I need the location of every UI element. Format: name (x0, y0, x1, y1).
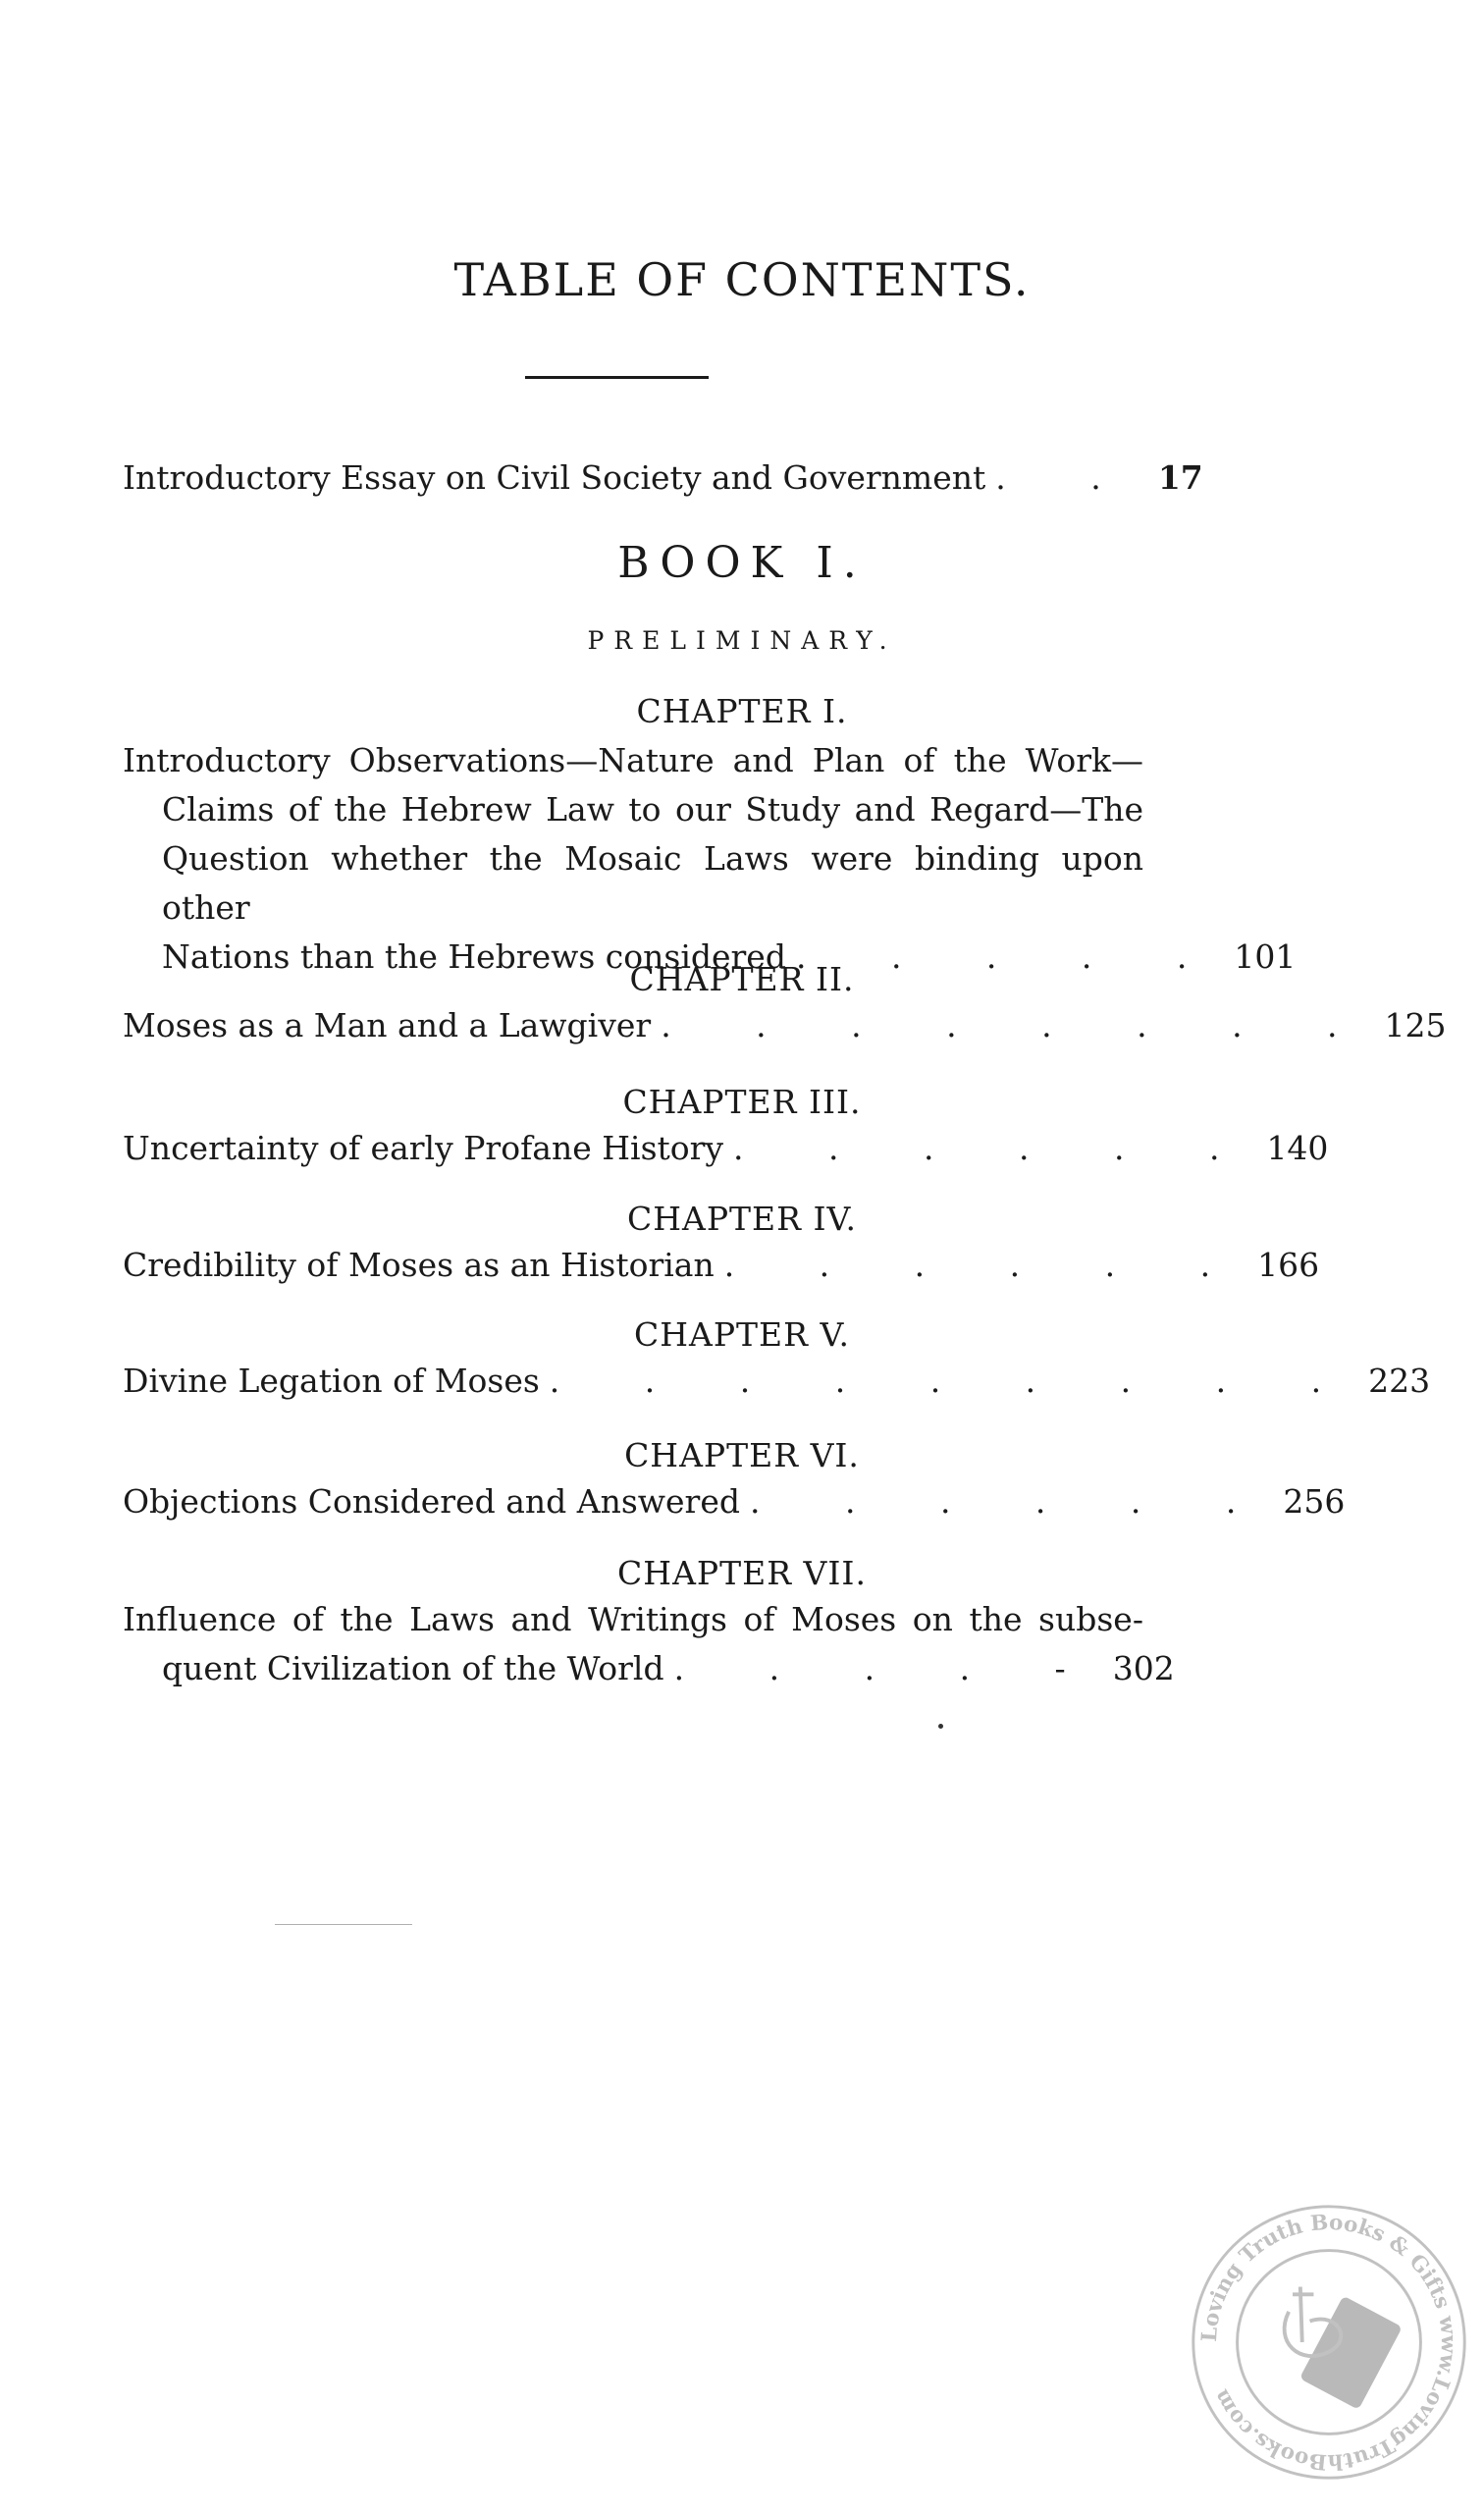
toc-entry-chapter-4[interactable] (123, 1241, 1320, 1290)
stamp-ring-text: Loving Truth Books & Gifts www.LovingTruthBooks.com (1196, 2210, 1460, 2475)
ink-speck (275, 1924, 412, 1925)
entry-title: Objections Considered and Answered (123, 1482, 740, 1521)
toc-entry-chapter-1[interactable] (123, 736, 1297, 982)
entry-title: Uncertainty of early Profane History (123, 1129, 724, 1167)
entry-line: Claims of the Hebrew Law to our Study and Regard—The (162, 790, 1143, 829)
entry-line: Introductory Observations—Nature and Plan of the Work— (123, 741, 1143, 779)
page-number: 256 (1283, 1482, 1346, 1521)
dot-leader: . . . . . . (733, 1129, 1257, 1167)
page-number: 140 (1266, 1129, 1329, 1167)
page-title: TABLE OF CONTENTS. (453, 253, 1031, 306)
chapter-heading: CHAPTER III. (622, 1083, 862, 1121)
page-number: 302 (1112, 1649, 1175, 1687)
chapter-heading: CHAPTER IV. (626, 1200, 858, 1238)
entry-line: Question whether the Mosaic Laws were binding upon other (162, 839, 1143, 927)
toc-entry-chapter-7[interactable] (123, 1595, 1175, 1693)
entry-title: Introductory Essay on Civil Society and Government (123, 458, 986, 497)
chapter-heading: CHAPTER V. (633, 1315, 851, 1354)
dot-leader: . . . . . (795, 937, 1225, 976)
book-heading: BOOK I. (617, 538, 867, 588)
toc-entry-chapter-5[interactable] (123, 1357, 1431, 1406)
toc-entry-chapter-3[interactable] (123, 1124, 1329, 1173)
toc-entry-chapter-2[interactable] (123, 1001, 1447, 1050)
chapter-heading: CHAPTER VI. (624, 1436, 860, 1474)
title-rule (525, 376, 709, 379)
toc-entry-chapter-6[interactable] (123, 1477, 1346, 1526)
entry-line: Influence of the Laws and Writings of Moses on the subse- (123, 1600, 1143, 1638)
page-number: 17 (1157, 458, 1203, 497)
dot-leader: . . . . . . (749, 1482, 1274, 1521)
chapter-heading: CHAPTER II. (629, 960, 855, 998)
bible-stamp-icon (1285, 2287, 1403, 2410)
page-number: 223 (1368, 1362, 1431, 1400)
dot-leader: . . . . . . . . (661, 1006, 1375, 1044)
entry-title: quent Civilization of the World (162, 1649, 664, 1687)
dot-leader: . . . . . . . . . (549, 1362, 1359, 1400)
toc-entry-intro[interactable] (123, 454, 1203, 503)
entry-title: Moses as a Man and a Lawgiver (123, 1006, 652, 1044)
dot-leader: . . . . . . (723, 1246, 1248, 1284)
entry-title: Credibility of Moses as an Historian (123, 1246, 715, 1284)
page-number: 125 (1384, 1006, 1447, 1044)
page-number: 101 (1234, 937, 1297, 976)
entry-title: Nations than the Hebrews considered (162, 937, 786, 976)
dot-leader: . . . . - (673, 1649, 1103, 1687)
book-subheading: PRELIMINARY. (587, 626, 897, 655)
entry-title: Divine Legation of Moses (123, 1362, 540, 1400)
watermark-stamp (1186, 2199, 1472, 2486)
chapter-heading: CHAPTER I. (636, 692, 848, 730)
dot-leader: . . (995, 458, 1139, 497)
page-number: 166 (1257, 1246, 1320, 1284)
ink-speck (938, 1724, 943, 1729)
chapter-heading: CHAPTER VII. (617, 1554, 867, 1592)
